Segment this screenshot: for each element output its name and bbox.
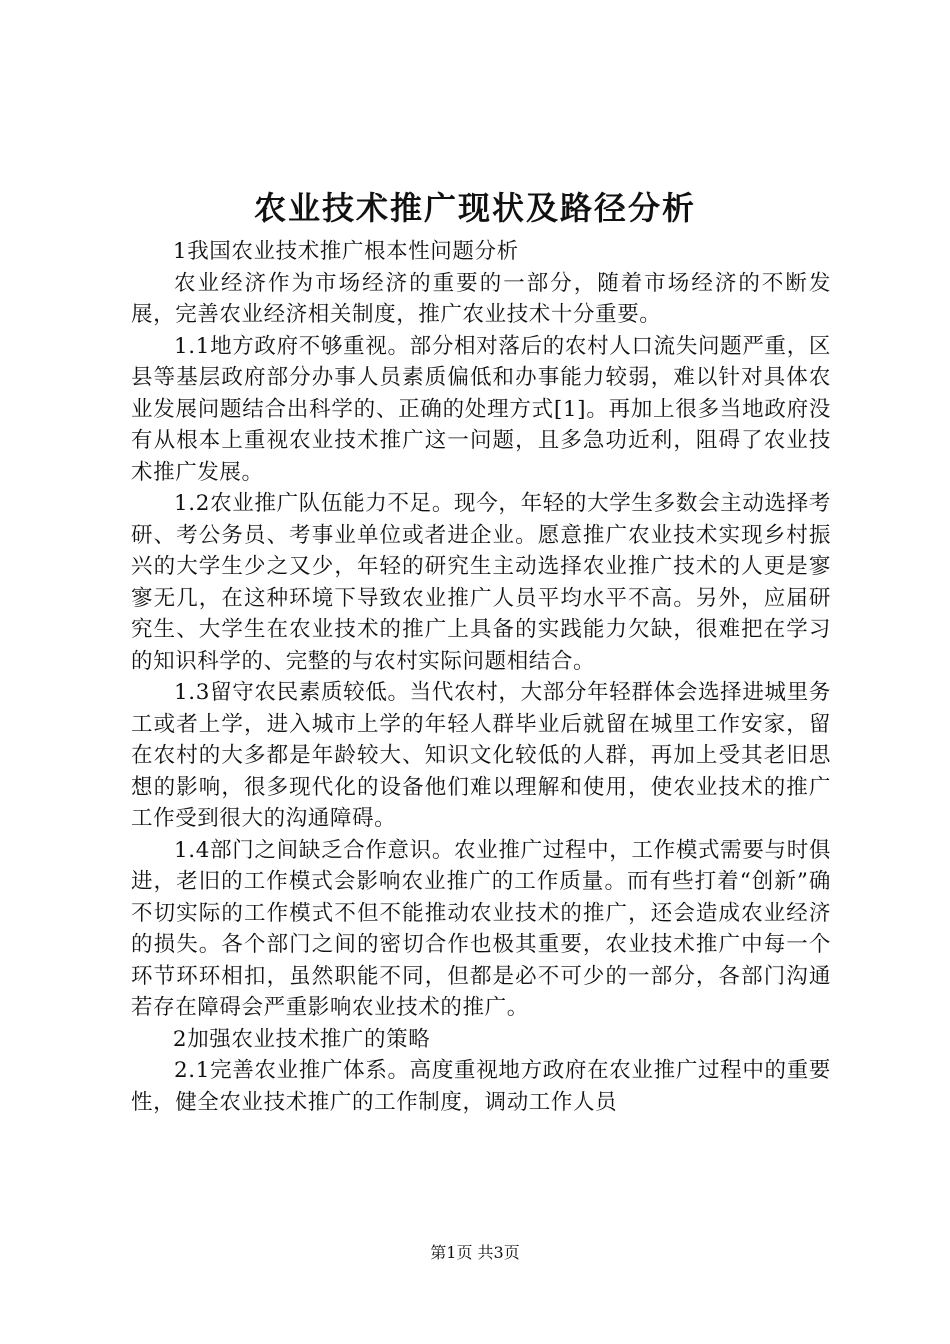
paragraph-1-2: 1.2农业推广队伍能力不足。现今，年轻的大学生多数会主动选择考研、考公务员、考事业单位或者进企业。愿意推广农业技术实现乡村振兴的大学生少之又少，年轻的研究生主动选择农业推广技术的人更是寥寥无几，在这种环境下导致农业推广人员平均水平不高。另外，应届研究生、大学生在农业技术的推广上具备的实践能力欠缺，很难把在学习的知识科学的、完整的与农村实际问题相结合。 xyxy=(131,491,831,674)
paragraph-intro: 农业经济作为市场经济的重要的一部分，随着市场经济的不断发展，完善农业经济相关制度，推广农业技术十分重要。 xyxy=(131,270,831,327)
document-title: 农业技术推广现状及路径分析 xyxy=(253,189,696,227)
paragraph-1-1: 1.1地方政府不够重视。部分相对落后的农村人口流失问题严重，区县等基层政府部分办事人员素质偏低和办事能力较弱，难以针对具体农业发展问题结合出科学的、正确的处理方式[1]。再加上很多当地政府没有从根本上重视农业技术推广这一问题，且多急功近利，阻碍了农业技术推广发展。 xyxy=(131,333,831,485)
section-heading-2: 2加强农业技术推广的策略 xyxy=(172,1026,431,1052)
document-body xyxy=(131,236,831,1118)
paragraph-1-4: 1.4部门之间缺乏合作意识。农业推广过程中，工作模式需要与时俱进，老旧的工作模式会影响农业推广的工作质量。而有些打着“创新”确不切实际的工作模式不但不能推动农业技术的推广，还会造成农业经济的损失。各个部门之间的密切合作也极其重要，农业技术推广中每一个环节环环相扣，虽然职能不同，但都是必不可少的一部分，各部门沟通若存在障碍会严重影响农业技术的推广。 xyxy=(131,837,831,1020)
paragraph-1-3: 1.3留守农民素质较低。当代农村，大部分年轻群体会选择进城里务工或者上学，进入城市上学的年轻人群毕业后就留在城里工作安家，留在农村的大多都是年龄较大、知识文化较低的人群，再加上受其老旧思想的影响，很多现代化的设备他们难以理解和使用，使农业技术的推广工作受到很大的沟通障碍。 xyxy=(131,680,831,831)
paragraph-2-1: 2.1完善农业推广体系。高度重视地方政府在农业推广过程中的重要性，健全农业技术推广的工作制度，调动工作人员 xyxy=(131,1058,831,1115)
page-footer: 第1页 共3页 xyxy=(430,1243,520,1262)
section-heading-1: 1我国农业技术推广根本性问题分析 xyxy=(172,239,519,264)
